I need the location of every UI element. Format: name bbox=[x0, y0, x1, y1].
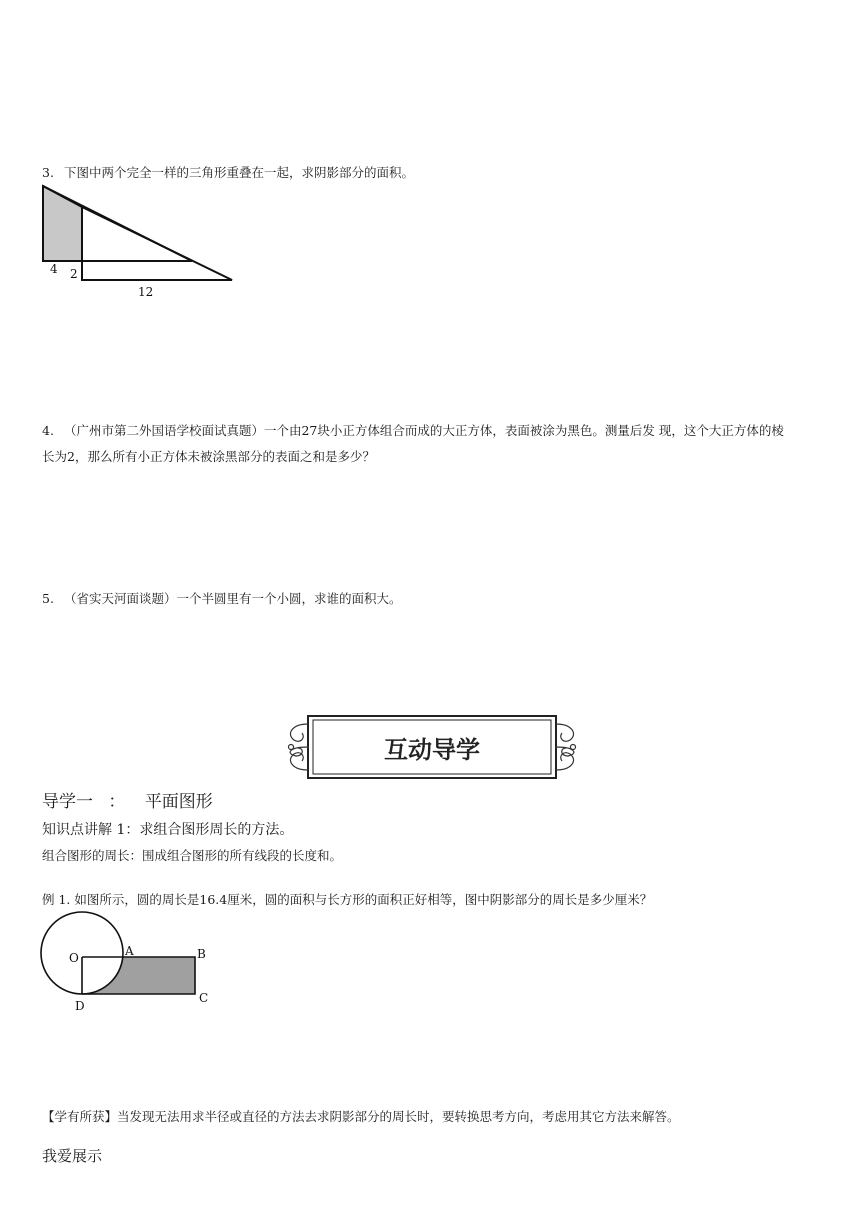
problem-4-number: 4. bbox=[42, 423, 54, 438]
problem-3-number: 3. bbox=[42, 165, 54, 180]
example-1-text: 例 1. 如图所示，圆的周长是16.4厘米，圆的面积与长方形的面积正好相等，图中阴影部分的周长是多少厘米？ bbox=[42, 892, 653, 907]
takeaway-text: 当发现无法用求半径或直径的方法去求阴影部分的周长时，要转换思考方向，考虑用其它方法来解答。 bbox=[117, 1109, 680, 1124]
label-12: 12 bbox=[138, 285, 154, 299]
label-o: O bbox=[69, 951, 79, 965]
showcase-title: 我爱展示 bbox=[42, 1147, 103, 1165]
section-banner bbox=[282, 712, 582, 784]
problem-5-text: （省实天河面谈题）一个半圆里有一个小圆，求谁的面积大。 bbox=[63, 591, 402, 606]
label-b: B bbox=[197, 947, 206, 961]
takeaway bbox=[42, 1108, 680, 1126]
definition-text: 组合图形的周长：围成组合图形的所有线段的长度和。 bbox=[42, 848, 343, 863]
section-heading-part1: 导学一 bbox=[42, 792, 93, 812]
shaded-region bbox=[82, 957, 195, 994]
knowledge-point: 知识点讲解 1：求组合图形周长的方法。 bbox=[42, 822, 294, 838]
right-scroll-ornament-icon bbox=[556, 724, 576, 770]
label-c: C bbox=[199, 991, 209, 1005]
left-scroll-ornament-icon bbox=[289, 724, 309, 770]
banner-title: 互动导学 bbox=[384, 736, 480, 764]
problem-4-text: （广州市第二外国语学校面试真题）一个由27块小正方体组合而成的大正方体，表面被涂为黑色。测量后发 现，这个大正方体的棱长为2，那么所有小正方体未被涂黑部分的表面之和是多少？ bbox=[42, 423, 784, 464]
label-a: A bbox=[125, 944, 134, 958]
label-2: 2 bbox=[70, 267, 78, 281]
circle-rectangle-figure bbox=[0, 0, 230, 1030]
problem-5-number: 5. bbox=[42, 591, 54, 606]
takeaway-label: 【学有所获】 bbox=[42, 1109, 118, 1124]
label-d: D bbox=[75, 999, 85, 1013]
section-heading-separator: ： bbox=[108, 792, 126, 812]
label-4: 4 bbox=[50, 262, 58, 276]
problem-3-text: 下图中两个完全一样的三角形重叠在一起，求阴影部分的面积。 bbox=[63, 165, 414, 180]
section-heading-part2: 平面图形 bbox=[144, 792, 213, 812]
